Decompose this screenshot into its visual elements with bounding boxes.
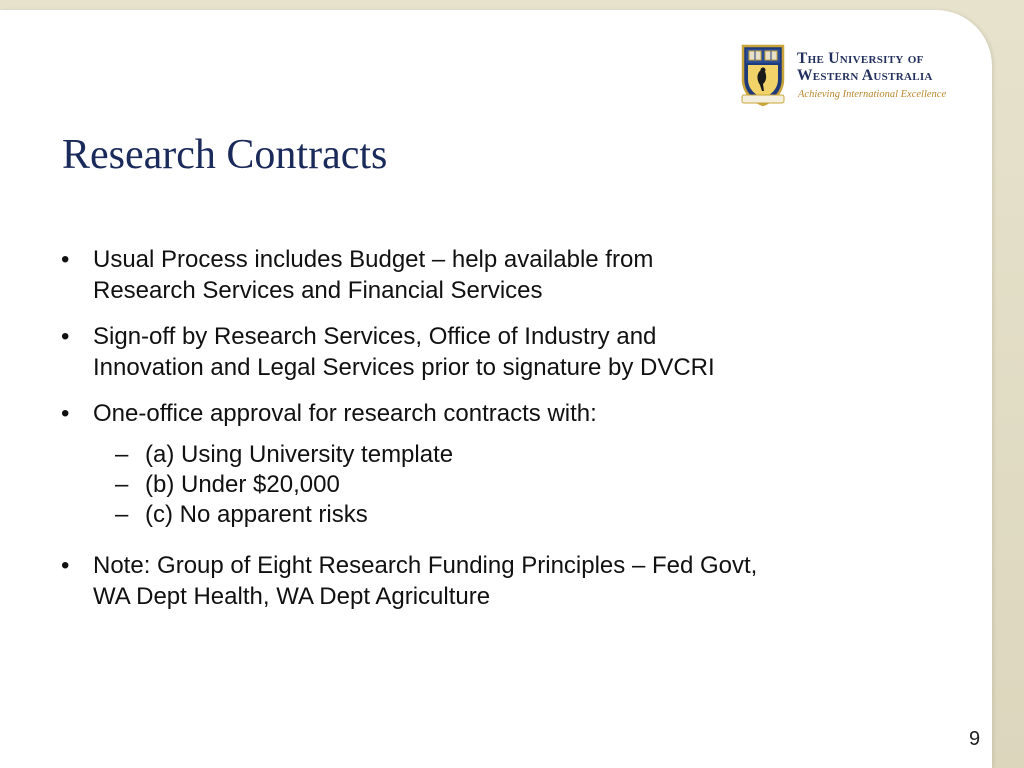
bullet-item bbox=[58, 550, 938, 612]
page-number: 9 bbox=[969, 728, 981, 750]
spacer bbox=[58, 530, 938, 550]
sub-bullet-marker: – bbox=[115, 441, 129, 468]
university-logo bbox=[740, 43, 960, 109]
bullet-line: Usual Process includes Budget – help available from bbox=[93, 246, 654, 273]
sub-bullet-list bbox=[58, 440, 938, 530]
sub-bullet-text: (a) Using University template bbox=[145, 441, 454, 468]
sub-bullet-text: (c) No apparent risks bbox=[145, 501, 368, 528]
bullet-line: Innovation and Legal Services prior to signature by DVCRI bbox=[93, 354, 715, 381]
sub-bullet-marker: – bbox=[115, 501, 129, 528]
university-name-line-1: The University of bbox=[797, 50, 924, 67]
sub-bullet-item bbox=[58, 500, 938, 530]
bullet-line: Research Services and Financial Services bbox=[93, 277, 543, 304]
slide-card bbox=[0, 10, 992, 768]
sub-bullet-text: (b) Under $20,000 bbox=[145, 471, 340, 498]
bullet-marker: • bbox=[61, 400, 70, 427]
bullet-item bbox=[58, 244, 938, 306]
bullet-line: Sign-off by Research Services, Office of Industry and bbox=[93, 323, 657, 350]
bullet-line: Note: Group of Eight Research Funding Principles – Fed Govt, bbox=[93, 552, 758, 579]
bullet-line: WA Dept Health, WA Dept Agriculture bbox=[93, 583, 491, 610]
bullet-marker: • bbox=[61, 323, 70, 350]
sub-bullet-marker: – bbox=[115, 471, 129, 498]
slide-title: Research Contracts bbox=[62, 132, 388, 178]
bullet-line: One-office approval for research contracts with: bbox=[93, 400, 597, 427]
university-name bbox=[797, 50, 933, 84]
university-name-line-2: Western Australia bbox=[797, 67, 933, 84]
bullet-item bbox=[58, 321, 938, 383]
university-tagline: Achieving International Excellence bbox=[798, 89, 947, 100]
bullet-item bbox=[58, 398, 938, 429]
bullet-marker: • bbox=[61, 552, 70, 579]
bullet-marker: • bbox=[61, 246, 70, 273]
sub-bullet-item bbox=[58, 440, 938, 470]
sub-bullet-item bbox=[58, 470, 938, 500]
university-crest-icon bbox=[740, 43, 786, 107]
slide-content bbox=[58, 244, 938, 627]
